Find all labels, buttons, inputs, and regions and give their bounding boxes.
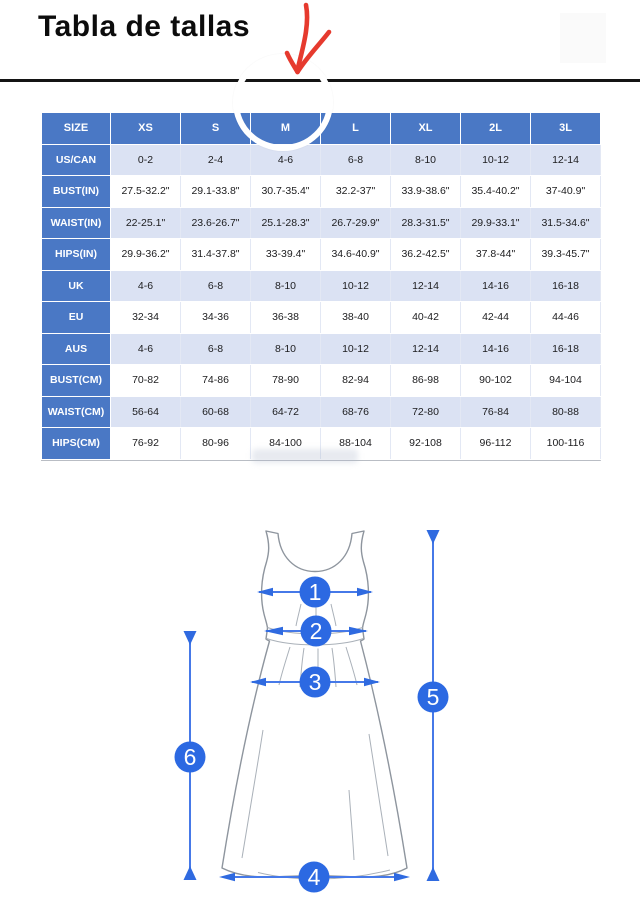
col-header-xl: XL bbox=[391, 113, 461, 145]
row-label: EU bbox=[42, 302, 111, 334]
cell: 88-104 bbox=[321, 428, 391, 460]
cell: 31.5-34.6" bbox=[531, 207, 601, 239]
cell: 39.3-45.7" bbox=[531, 239, 601, 271]
arrow-head-left bbox=[287, 53, 298, 72]
cell: 86-98 bbox=[391, 365, 461, 397]
cell: 28.3-31.5" bbox=[391, 207, 461, 239]
cell: 0-2 bbox=[111, 144, 181, 176]
col-header-xs: XS bbox=[111, 113, 181, 145]
faded-artifact bbox=[560, 13, 606, 63]
badge-4-label: 4 bbox=[307, 864, 321, 890]
cell: 78-90 bbox=[251, 365, 321, 397]
cell: 26.7-29.9" bbox=[321, 207, 391, 239]
cell: 27.5-32.2" bbox=[111, 176, 181, 208]
cell: 37-40.9" bbox=[531, 176, 601, 208]
size-chart-table bbox=[41, 112, 601, 460]
cell: 60-68 bbox=[181, 396, 251, 428]
cell: 16-18 bbox=[531, 333, 601, 365]
table-row bbox=[42, 239, 601, 271]
col-header-2l: 2L bbox=[461, 113, 531, 145]
table-row bbox=[42, 270, 601, 302]
cell: 29.9-36.2" bbox=[111, 239, 181, 271]
table-row bbox=[42, 333, 601, 365]
cell: 35.4-40.2" bbox=[461, 176, 531, 208]
row-label: WAIST(IN) bbox=[42, 207, 111, 239]
cell: 80-88 bbox=[531, 396, 601, 428]
row-label: US/CAN bbox=[42, 144, 111, 176]
cell: 80-96 bbox=[181, 428, 251, 460]
cell: 64-72 bbox=[251, 396, 321, 428]
col-header-3l: 3L bbox=[531, 113, 601, 145]
cell: 29.9-33.1" bbox=[461, 207, 531, 239]
cell: 36.2-42.5" bbox=[391, 239, 461, 271]
cell: 29.1-33.8" bbox=[181, 176, 251, 208]
size-chart-table-wrapper bbox=[41, 112, 601, 461]
cell: 6-8 bbox=[181, 333, 251, 365]
cell: 22-25.1" bbox=[111, 207, 181, 239]
cell: 82-94 bbox=[321, 365, 391, 397]
col-header-l: L bbox=[321, 113, 391, 145]
watermark bbox=[252, 449, 358, 463]
cell: 38-40 bbox=[321, 302, 391, 334]
cell: 32.2-37" bbox=[321, 176, 391, 208]
col-header-size: SIZE bbox=[42, 113, 111, 145]
table-row bbox=[42, 365, 601, 397]
cell: 34.6-40.9" bbox=[321, 239, 391, 271]
cell: 32-34 bbox=[111, 302, 181, 334]
dress-diagram bbox=[140, 503, 470, 894]
cell: 44-46 bbox=[531, 302, 601, 334]
table-row bbox=[42, 302, 601, 334]
cell: 4-6 bbox=[251, 144, 321, 176]
cell: 76-92 bbox=[111, 428, 181, 460]
cell: 12-14 bbox=[391, 270, 461, 302]
table-row bbox=[42, 144, 601, 176]
cell: 96-112 bbox=[461, 428, 531, 460]
cell: 31.4-37.8" bbox=[181, 239, 251, 271]
badge-2-label: 2 bbox=[309, 618, 323, 644]
cell: 6-8 bbox=[321, 144, 391, 176]
cell: 84-100 bbox=[251, 428, 321, 460]
cell: 34-36 bbox=[181, 302, 251, 334]
cell: 37.8-44" bbox=[461, 239, 531, 271]
cell: 14-16 bbox=[461, 270, 531, 302]
cell: 92-108 bbox=[391, 428, 461, 460]
row-label: HIPS(CM) bbox=[42, 428, 111, 460]
cell: 56-64 bbox=[111, 396, 181, 428]
cell: 12-14 bbox=[391, 333, 461, 365]
cell: 94-104 bbox=[531, 365, 601, 397]
cell: 10-12 bbox=[461, 144, 531, 176]
row-label: WAIST(CM) bbox=[42, 396, 111, 428]
red-arrow-icon bbox=[282, 2, 334, 82]
cell: 10-12 bbox=[321, 270, 391, 302]
cell: 90-102 bbox=[461, 365, 531, 397]
badge-6-label: 6 bbox=[183, 744, 197, 770]
table-row bbox=[42, 176, 601, 208]
cell: 36-38 bbox=[251, 302, 321, 334]
cell: 8-10 bbox=[251, 333, 321, 365]
col-header-s: S bbox=[181, 113, 251, 145]
cell: 74-86 bbox=[181, 365, 251, 397]
badge-3-label: 3 bbox=[308, 669, 322, 695]
cell: 25.1-28.3" bbox=[251, 207, 321, 239]
cell: 100-116 bbox=[531, 428, 601, 460]
cell: 4-6 bbox=[111, 270, 181, 302]
cell: 76-84 bbox=[461, 396, 531, 428]
cell: 14-16 bbox=[461, 333, 531, 365]
cell: 12-14 bbox=[531, 144, 601, 176]
cell: 8-10 bbox=[391, 144, 461, 176]
cell: 30.7-35.4" bbox=[251, 176, 321, 208]
cell: 6-8 bbox=[181, 270, 251, 302]
badge-1-label: 1 bbox=[308, 579, 322, 605]
row-label: BUST(CM) bbox=[42, 365, 111, 397]
row-label: AUS bbox=[42, 333, 111, 365]
cell: 2-4 bbox=[181, 144, 251, 176]
cell: 40-42 bbox=[391, 302, 461, 334]
cell: 42-44 bbox=[461, 302, 531, 334]
cell: 23.6-26.7" bbox=[181, 207, 251, 239]
page-title: Tabla de tallas bbox=[38, 10, 251, 43]
cell: 4-6 bbox=[111, 333, 181, 365]
cell: 33-39.4" bbox=[251, 239, 321, 271]
cell: 33.9-38.6" bbox=[391, 176, 461, 208]
cell: 68-76 bbox=[321, 396, 391, 428]
badge-5-label: 5 bbox=[426, 684, 440, 710]
cell: 10-12 bbox=[321, 333, 391, 365]
table-row bbox=[42, 396, 601, 428]
col-header-m: M bbox=[251, 113, 321, 145]
cell: 8-10 bbox=[251, 270, 321, 302]
cell: 70-82 bbox=[111, 365, 181, 397]
row-label: HIPS(IN) bbox=[42, 239, 111, 271]
row-label: UK bbox=[42, 270, 111, 302]
table-row bbox=[42, 207, 601, 239]
row-label: BUST(IN) bbox=[42, 176, 111, 208]
cell: 72-80 bbox=[391, 396, 461, 428]
cell: 16-18 bbox=[531, 270, 601, 302]
